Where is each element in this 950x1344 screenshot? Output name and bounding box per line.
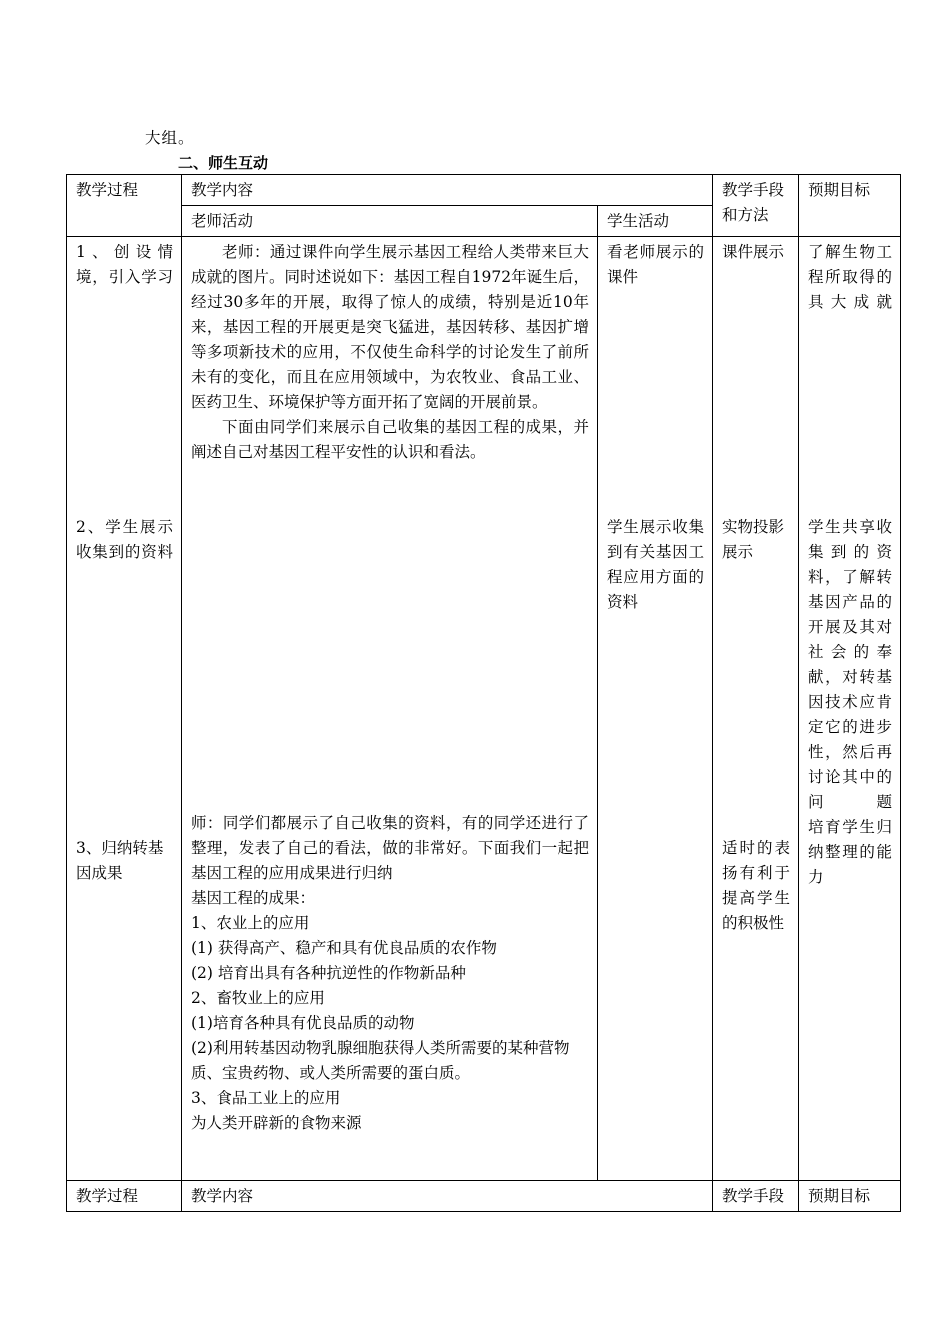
goal-2: 学生共享收集到的资料，了解转基因产品的开展及其对社会的奉献，对转基因技术应肯定它的进步性，然后再讨论其中的问题 <box>808 518 893 811</box>
teacher-summary-line: 1、农业上的应用 <box>191 914 310 932</box>
footer-header-row <box>67 1181 901 1212</box>
stage-1: 1、创设情境，引入学习 <box>76 243 173 286</box>
goal-cell <box>799 237 901 1181</box>
goal-3: 培育学生归纳整理的能力 <box>808 818 893 886</box>
intro-tail-text: 大组。 <box>145 129 195 147</box>
student-2: 学生展示收集到有关基因工程应用方面的资料 <box>607 518 705 611</box>
lesson-table <box>66 174 901 1212</box>
blank-space <box>191 465 589 811</box>
teacher-paragraph-2: 下面由同学们来展示自己收集的基因工程的成果，并阐述自己对基因工程平安性的认识和看法。 <box>191 418 589 461</box>
stage-2: 2、学生展示收集到的资料 <box>76 518 173 561</box>
method-2: 实物投影展示 <box>722 518 785 561</box>
section-title: 二、师生互动 <box>178 154 269 172</box>
teacher-paragraph-1: 老师：通过课件向学生展示基因工程给人类带来巨大成就的图片。同时述说如下：基因工程自1972年诞生后，经过30多年的开展，取得了惊人的成绩，特别是近10年来，基因工程的开展更是突飞猛进，基因转移、基因扩增等多项新技术的应用，不仅使生命科学的讨论发生了前所未有的变化，而且在应用领域中，为农牧业、食品工业、医药卫生、环境保护等方面开拓了宽阔的开展前景。 <box>191 243 589 411</box>
teacher-summary-line: 3、食品工业上的应用 <box>191 1089 341 1107</box>
method-3: 适时的表扬有利于提高学生的积极性 <box>722 839 791 932</box>
method-1: 课件展示 <box>722 243 785 261</box>
teacher-summary-line: (2)利用转基因动物乳腺细胞获得人类所需要的某种营物质、宝贵药物、或人类所需要的蛋白质。 <box>191 1039 570 1082</box>
method-cell <box>713 237 799 1181</box>
footer-process: 教学过程 <box>67 1181 182 1212</box>
header-row <box>67 175 901 206</box>
teacher-summary-line: 基因工程的成果： <box>191 889 316 907</box>
student-activity-cell <box>598 237 713 1181</box>
teacher-summary-line: (2) 培育出具有各种抗逆性的作物新品种 <box>191 964 466 982</box>
teacher-summary-line: 师：同学们都展示了自己收集的资料，有的同学还进行了整理，发表了自己的看法，做的非常好。下面我们一起把基因工程的应用成果进行归纳 <box>191 814 589 882</box>
header-process: 教学过程 <box>67 175 182 237</box>
teacher-summary-line: (1)培育各种具有优良品质的动物 <box>191 1014 415 1032</box>
stage-cell <box>67 237 182 1181</box>
stage-3: 3、归纳转基因成果 <box>76 839 164 882</box>
student-1: 看老师展示的课件 <box>607 243 705 286</box>
table-row <box>67 237 901 1181</box>
teacher-activity-cell <box>182 237 598 1181</box>
goal-1: 了解生物工程所取得的具大成就 <box>808 243 893 311</box>
header-content: 教学内容 <box>182 175 713 206</box>
header-goal: 预期目标 <box>799 175 901 237</box>
teacher-summary-line: 为人类开辟新的食物来源 <box>191 1114 362 1132</box>
header-method: 教学手段和方法 <box>713 175 799 237</box>
footer-method: 教学手段 <box>713 1181 799 1212</box>
footer-goal: 预期目标 <box>799 1181 901 1212</box>
footer-content: 教学内容 <box>182 1181 713 1212</box>
header-student: 学生活动 <box>598 206 713 237</box>
teacher-summary-line: 2、畜牧业上的应用 <box>191 989 325 1007</box>
teacher-summary-line: (1) 获得高产、稳产和具有优良品质的农作物 <box>191 939 497 957</box>
header-teacher: 老师活动 <box>182 206 598 237</box>
